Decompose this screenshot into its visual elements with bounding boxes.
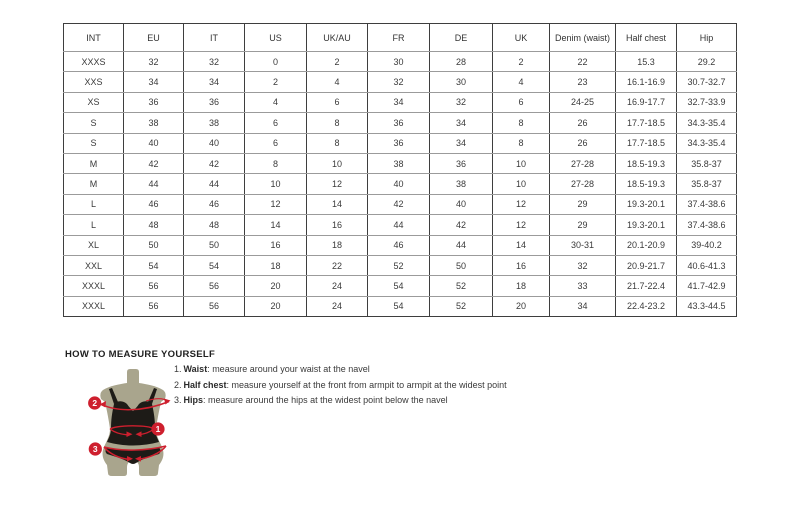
table-cell: XL bbox=[64, 235, 124, 255]
table-cell: S bbox=[64, 133, 124, 153]
table-cell: 29 bbox=[550, 194, 616, 214]
table-cell: 46 bbox=[368, 235, 430, 255]
table-cell: XXL bbox=[64, 255, 124, 275]
column-header-fr: FR bbox=[368, 24, 430, 52]
table-cell: 34 bbox=[550, 296, 616, 316]
table-cell: 6 bbox=[245, 113, 307, 133]
table-cell: 52 bbox=[430, 276, 493, 296]
table-cell: 20 bbox=[245, 296, 307, 316]
table-cell: 32 bbox=[184, 52, 245, 72]
table-cell: 15.3 bbox=[616, 52, 677, 72]
table-row bbox=[64, 174, 737, 194]
table-cell: 34 bbox=[184, 72, 245, 92]
column-header-it: IT bbox=[184, 24, 245, 52]
table-cell: 39-40.2 bbox=[677, 235, 737, 255]
table-cell: 22 bbox=[307, 255, 368, 275]
table-cell: XXXL bbox=[64, 296, 124, 316]
table-cell: 56 bbox=[124, 276, 184, 296]
table-cell: 26 bbox=[550, 113, 616, 133]
table-cell: 38 bbox=[430, 174, 493, 194]
instruction-hips-text: : measure around the hips at the widest point below the navel bbox=[203, 395, 448, 406]
table-cell: 41.7-42.9 bbox=[677, 276, 737, 296]
table-row bbox=[64, 235, 737, 255]
marker-waist-number: 1 bbox=[155, 424, 161, 434]
marker-half-chest bbox=[88, 396, 101, 409]
table-cell: 56 bbox=[184, 296, 245, 316]
table-cell: 0 bbox=[245, 52, 307, 72]
table-cell: 14 bbox=[493, 235, 550, 255]
instruction-hips-number: 3. bbox=[174, 395, 182, 406]
table-cell: 2 bbox=[245, 72, 307, 92]
table-cell: 50 bbox=[430, 255, 493, 275]
table-cell: XXXL bbox=[64, 276, 124, 296]
table-cell: 32 bbox=[124, 52, 184, 72]
column-header-int: INT bbox=[64, 24, 124, 52]
table-cell: 35.8-37 bbox=[677, 153, 737, 173]
column-header-hip: Hip bbox=[677, 24, 737, 52]
table-cell: 34.3-35.4 bbox=[677, 133, 737, 153]
instruction-waist bbox=[174, 365, 507, 375]
table-cell: 43.3-44.5 bbox=[677, 296, 737, 316]
table-cell: 29 bbox=[550, 215, 616, 235]
table-cell: 8 bbox=[245, 153, 307, 173]
table-cell: 17.7-18.5 bbox=[616, 133, 677, 153]
table-cell: 34 bbox=[430, 133, 493, 153]
table-cell: 54 bbox=[124, 255, 184, 275]
table-cell: 38 bbox=[184, 113, 245, 133]
table-cell: 34.3-35.4 bbox=[677, 113, 737, 133]
table-row bbox=[64, 296, 737, 316]
table-cell: 32 bbox=[368, 72, 430, 92]
table-cell: 10 bbox=[307, 153, 368, 173]
table-cell: 8 bbox=[493, 133, 550, 153]
table-cell: 44 bbox=[124, 174, 184, 194]
table-cell: 4 bbox=[245, 92, 307, 112]
table-cell: 10 bbox=[493, 153, 550, 173]
table-cell: 36 bbox=[368, 133, 430, 153]
table-header-row bbox=[64, 24, 737, 52]
table-cell: 37.4-38.6 bbox=[677, 215, 737, 235]
table-cell: 20 bbox=[493, 296, 550, 316]
how-to-measure-heading: HOW TO MEASURE YOURSELF bbox=[65, 349, 216, 360]
table-cell: 42 bbox=[124, 153, 184, 173]
table-cell: 50 bbox=[124, 235, 184, 255]
table-cell: 12 bbox=[493, 194, 550, 214]
table-cell: 20 bbox=[245, 276, 307, 296]
table-cell: XS bbox=[64, 92, 124, 112]
table-cell: 40 bbox=[368, 174, 430, 194]
table-cell: 16 bbox=[307, 215, 368, 235]
table-cell: 40 bbox=[184, 133, 245, 153]
table-cell: 16 bbox=[493, 255, 550, 275]
measure-instructions-list bbox=[174, 365, 507, 412]
table-cell: XXXS bbox=[64, 52, 124, 72]
table-cell: 38 bbox=[124, 113, 184, 133]
table-row bbox=[64, 72, 737, 92]
instruction-hips bbox=[174, 396, 507, 406]
table-cell: 19.3-20.1 bbox=[616, 215, 677, 235]
table-cell: 24 bbox=[307, 296, 368, 316]
instruction-hips-term: Hips bbox=[183, 395, 204, 406]
table-cell: 40 bbox=[430, 194, 493, 214]
table-cell: 36 bbox=[124, 92, 184, 112]
table-cell: 12 bbox=[307, 174, 368, 194]
table-cell: 40 bbox=[124, 133, 184, 153]
table-cell: 2 bbox=[307, 52, 368, 72]
table-cell: 26 bbox=[550, 133, 616, 153]
marker-waist bbox=[151, 422, 164, 435]
instruction-half-chest-number: 2. bbox=[174, 379, 182, 390]
column-header-uk: UK bbox=[493, 24, 550, 52]
table-cell: 18 bbox=[245, 255, 307, 275]
table-cell: 17.7-18.5 bbox=[616, 113, 677, 133]
table-row bbox=[64, 153, 737, 173]
table-cell: 52 bbox=[368, 255, 430, 275]
table-cell: 14 bbox=[307, 194, 368, 214]
table-row bbox=[64, 92, 737, 112]
table-cell: 18.5-19.3 bbox=[616, 153, 677, 173]
table-cell: M bbox=[64, 153, 124, 173]
table-cell: 34 bbox=[368, 92, 430, 112]
table-cell: 36 bbox=[430, 153, 493, 173]
table-cell: 16 bbox=[245, 235, 307, 255]
table-cell: 4 bbox=[493, 72, 550, 92]
table-cell: 12 bbox=[493, 215, 550, 235]
table-cell: 30.7-32.7 bbox=[677, 72, 737, 92]
table-row bbox=[64, 215, 737, 235]
table-cell: 8 bbox=[493, 113, 550, 133]
table-cell: 42 bbox=[368, 194, 430, 214]
table-cell: 37.4-38.6 bbox=[677, 194, 737, 214]
table-cell: 35.8-37 bbox=[677, 174, 737, 194]
table-cell: 50 bbox=[184, 235, 245, 255]
instruction-half-chest-text: : measure yourself at the front from armpit to armpit at the widest point bbox=[226, 379, 507, 390]
table-cell: 34 bbox=[430, 113, 493, 133]
marker-hips-number: 3 bbox=[92, 444, 98, 454]
table-cell: 33 bbox=[550, 276, 616, 296]
table-cell: 20.9-21.7 bbox=[616, 255, 677, 275]
table-cell: S bbox=[64, 113, 124, 133]
table-cell: 2 bbox=[493, 52, 550, 72]
marker-hips bbox=[89, 442, 102, 455]
table-cell: 42 bbox=[430, 215, 493, 235]
table-cell: 32 bbox=[550, 255, 616, 275]
table-cell: 18.5-19.3 bbox=[616, 174, 677, 194]
table-cell: 44 bbox=[368, 215, 430, 235]
table-cell: 16.9-17.7 bbox=[616, 92, 677, 112]
table-row bbox=[64, 276, 737, 296]
table-cell: 38 bbox=[368, 153, 430, 173]
table-cell: 6 bbox=[307, 92, 368, 112]
table-cell: 18 bbox=[493, 276, 550, 296]
table-cell: 21.7-22.4 bbox=[616, 276, 677, 296]
instruction-half-chest bbox=[174, 381, 507, 391]
instruction-waist-text: : measure around your waist at the navel bbox=[207, 364, 370, 374]
table-cell: 30 bbox=[368, 52, 430, 72]
table-cell: 10 bbox=[493, 174, 550, 194]
table-cell: 44 bbox=[430, 235, 493, 255]
table-cell: 54 bbox=[368, 276, 430, 296]
column-header-half-chest: Half chest bbox=[616, 24, 677, 52]
size-chart-table bbox=[63, 23, 737, 317]
table-cell: 54 bbox=[184, 255, 245, 275]
table-cell: 10 bbox=[245, 174, 307, 194]
marker-half-chest-number: 2 bbox=[92, 398, 98, 408]
table-row bbox=[64, 52, 737, 72]
table-cell: M bbox=[64, 174, 124, 194]
table-cell: 44 bbox=[184, 174, 245, 194]
table-cell: 22.4-23.2 bbox=[616, 296, 677, 316]
table-row bbox=[64, 255, 737, 275]
table-cell: 54 bbox=[368, 296, 430, 316]
table-cell: 19.3-20.1 bbox=[616, 194, 677, 214]
table-cell: 46 bbox=[124, 194, 184, 214]
table-cell: 32 bbox=[430, 92, 493, 112]
measurement-figure-illustration bbox=[82, 368, 187, 480]
table-cell: 52 bbox=[430, 296, 493, 316]
table-cell: XXS bbox=[64, 72, 124, 92]
table-cell: L bbox=[64, 194, 124, 214]
table-cell: 30-31 bbox=[550, 235, 616, 255]
table-cell: 29.2 bbox=[677, 52, 737, 72]
table-cell: 16.1-16.9 bbox=[616, 72, 677, 92]
column-header-uk-au: UK/AU bbox=[307, 24, 368, 52]
table-cell: 27-28 bbox=[550, 153, 616, 173]
table-cell: 24 bbox=[307, 276, 368, 296]
table-cell: 8 bbox=[307, 133, 368, 153]
table-cell: 36 bbox=[184, 92, 245, 112]
instruction-waist-term: Waist bbox=[183, 364, 208, 374]
table-cell: 6 bbox=[493, 92, 550, 112]
instruction-half-chest-term: Half chest bbox=[183, 379, 227, 390]
table-cell: 22 bbox=[550, 52, 616, 72]
table-row bbox=[64, 113, 737, 133]
table-cell: 23 bbox=[550, 72, 616, 92]
table-cell: 32.7-33.9 bbox=[677, 92, 737, 112]
column-header-us: US bbox=[245, 24, 307, 52]
column-header-eu: EU bbox=[124, 24, 184, 52]
column-header-de: DE bbox=[430, 24, 493, 52]
table-cell: 6 bbox=[245, 133, 307, 153]
instruction-waist-number: 1. bbox=[174, 364, 182, 374]
table-cell: 28 bbox=[430, 52, 493, 72]
table-cell: 56 bbox=[184, 276, 245, 296]
table-row bbox=[64, 133, 737, 153]
table-cell: 18 bbox=[307, 235, 368, 255]
table-cell: 4 bbox=[307, 72, 368, 92]
table-cell: 34 bbox=[124, 72, 184, 92]
table-cell: 14 bbox=[245, 215, 307, 235]
table-cell: 24-25 bbox=[550, 92, 616, 112]
table-cell: 8 bbox=[307, 113, 368, 133]
table-row bbox=[64, 194, 737, 214]
table-cell: 40.6-41.3 bbox=[677, 255, 737, 275]
table-cell: 36 bbox=[368, 113, 430, 133]
table-cell: 56 bbox=[124, 296, 184, 316]
table-cell: L bbox=[64, 215, 124, 235]
table-cell: 30 bbox=[430, 72, 493, 92]
table-cell: 12 bbox=[245, 194, 307, 214]
table-cell: 42 bbox=[184, 153, 245, 173]
table-cell: 27-28 bbox=[550, 174, 616, 194]
table-cell: 48 bbox=[184, 215, 245, 235]
table-cell: 46 bbox=[184, 194, 245, 214]
column-header-denim-waist: Denim (waist) bbox=[550, 24, 616, 52]
table-cell: 20.1-20.9 bbox=[616, 235, 677, 255]
table-cell: 48 bbox=[124, 215, 184, 235]
